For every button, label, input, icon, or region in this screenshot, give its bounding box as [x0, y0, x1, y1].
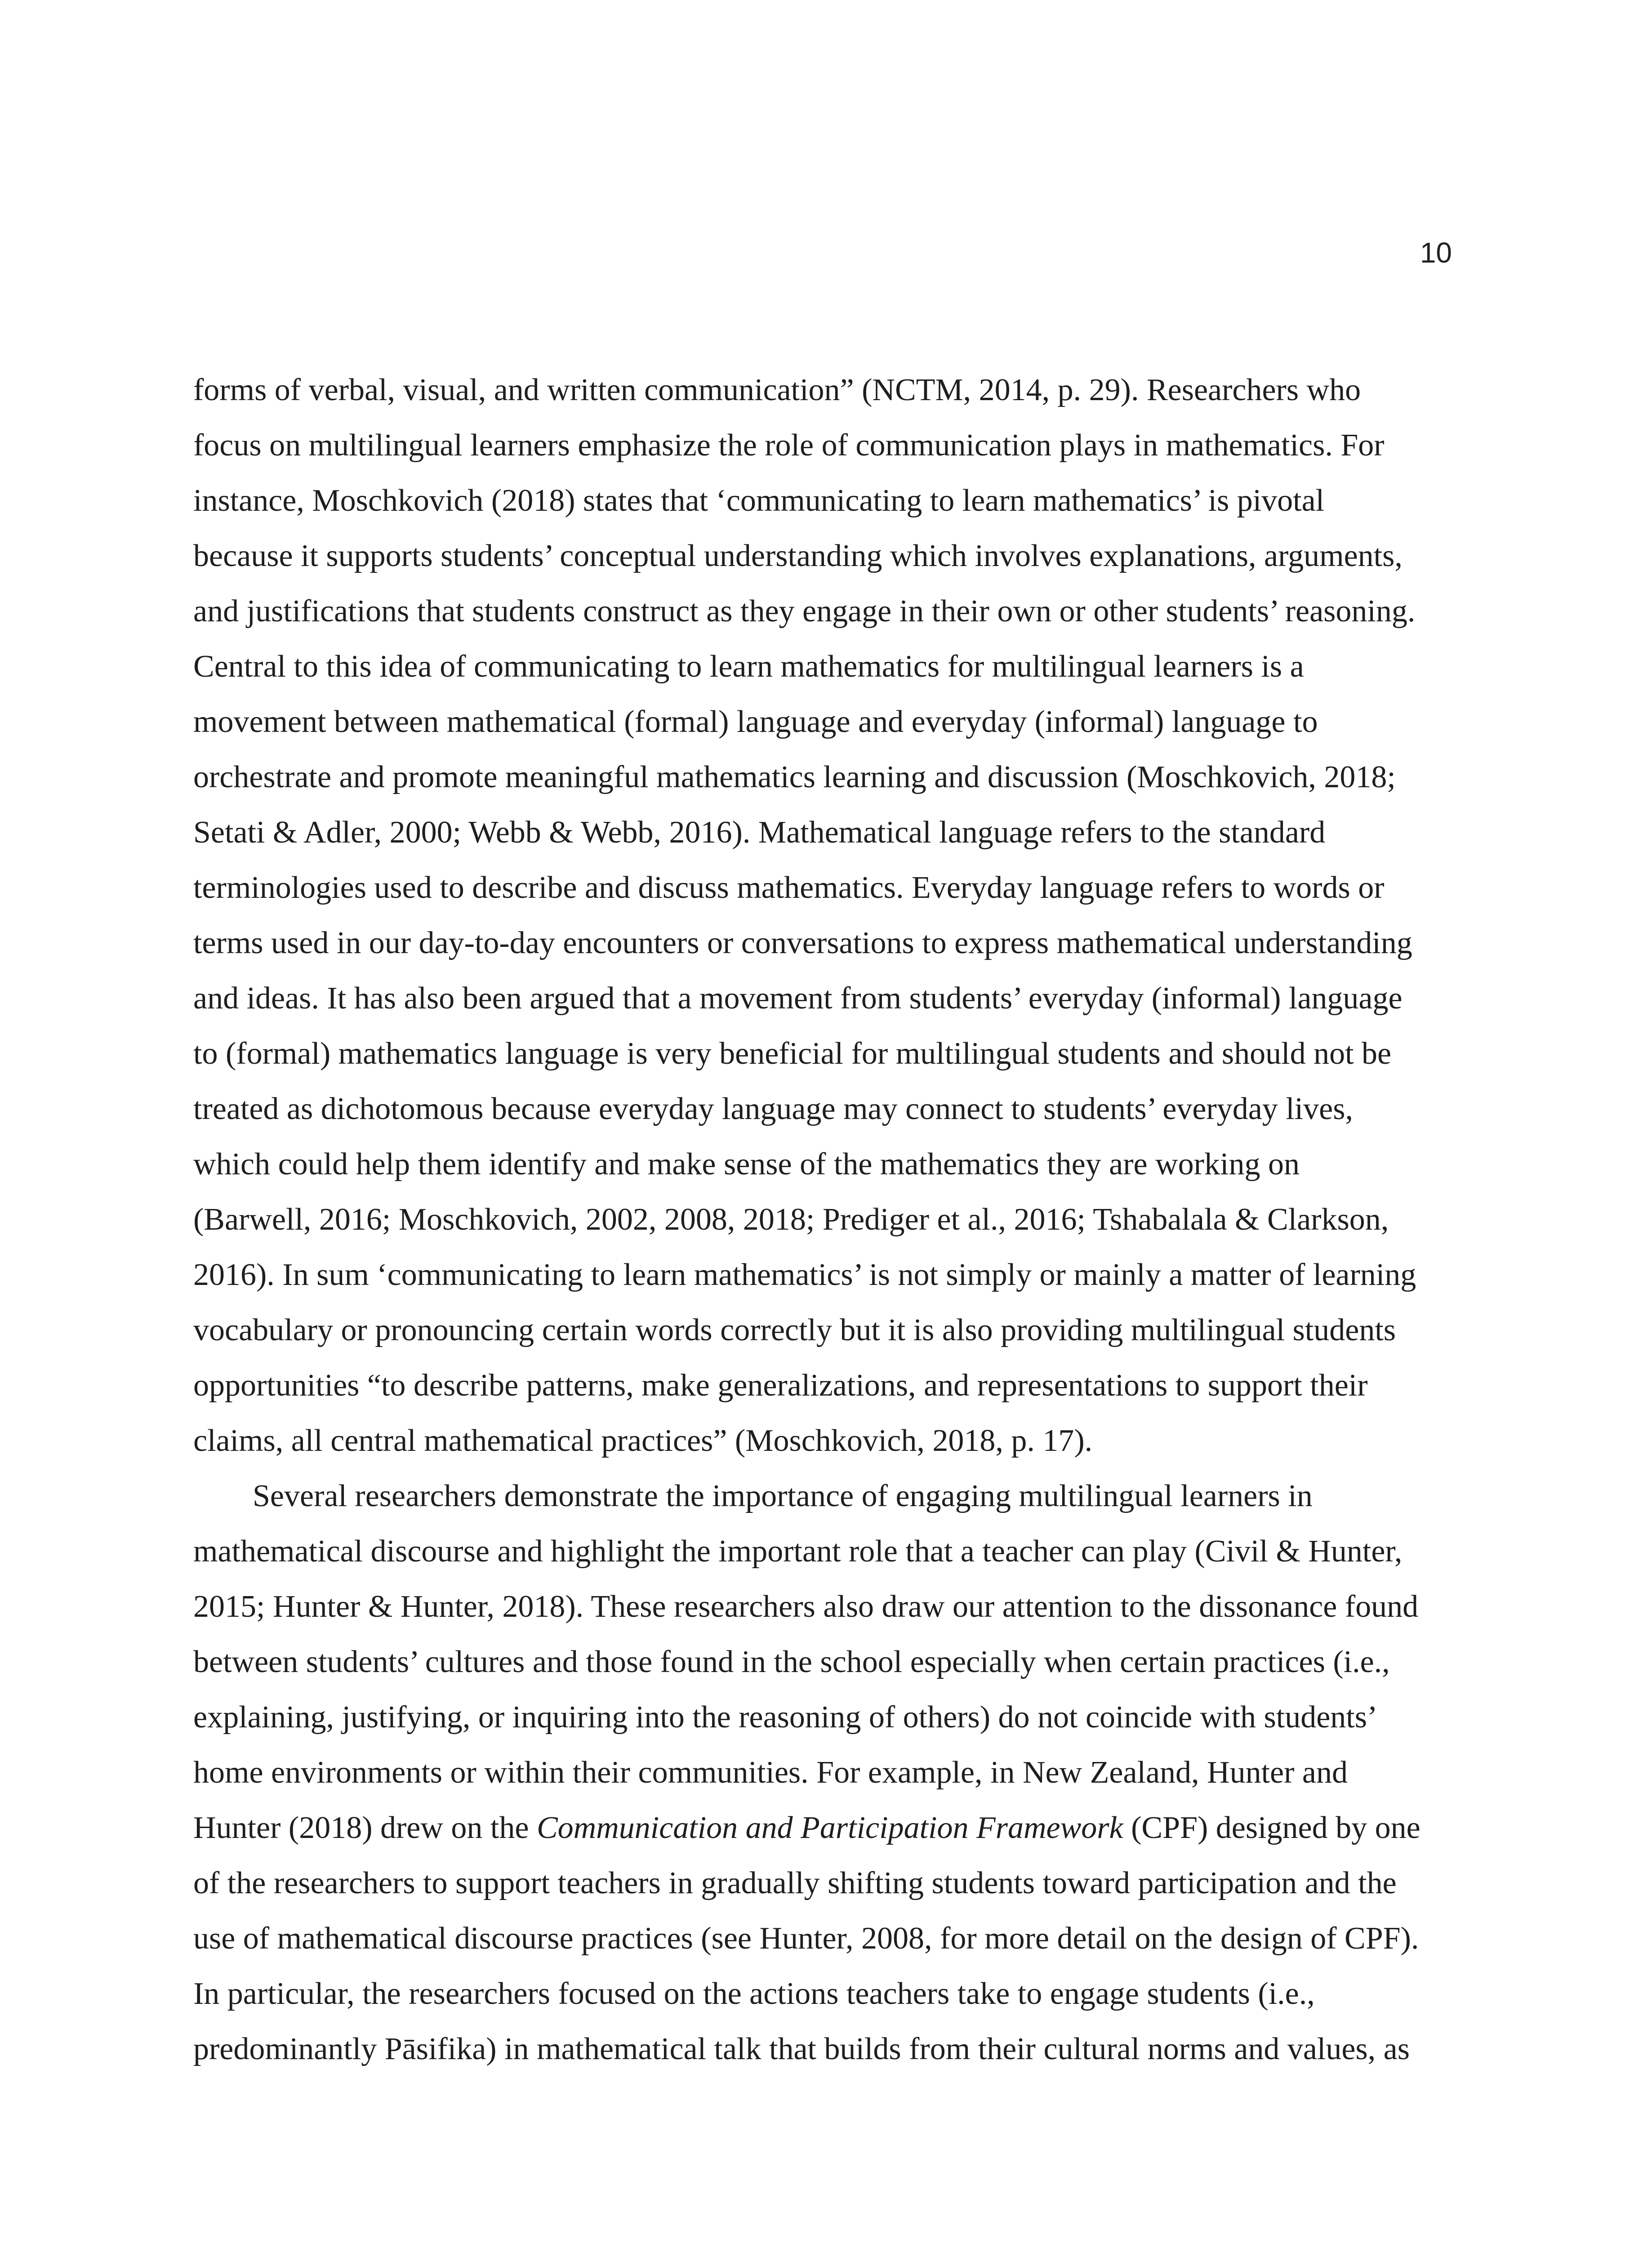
text-line: focus on multilingual learners emphasize the role of communication plays in mathematics. For — [193, 428, 1385, 463]
paragraph-2 — [193, 1468, 1459, 2077]
text-line: opportunities “to describe patterns, make generalizations, and representations to support their — [193, 1368, 1368, 1403]
text-line: use of mathematical discourse practices (see Hunter, 2008, for more detail on the design of CPF). — [193, 1921, 1419, 1956]
text-line: 2016). In sum ‘communicating to learn mathematics’ is not simply or mainly a matter of learning — [193, 1258, 1416, 1292]
text-line-cpf — [193, 1800, 1459, 1855]
paragraph-1 — [193, 362, 1459, 1468]
text-line: and ideas. It has also been argued that a movement from students’ everyday (informal) language — [193, 981, 1403, 1016]
text-line: treated as dichotomous because everyday language may connect to students’ everyday lives, — [193, 1092, 1353, 1126]
text-line: instance, Moschkovich (2018) states that ‘communicating to learn mathematics’ is pivotal — [193, 483, 1325, 518]
text-line: 2015; Hunter & Hunter, 2018). These researchers also draw our attention to the dissonance found — [193, 1589, 1419, 1624]
text-line: predominantly Pāsifika) in mathematical talk that builds from their cultural norms and values, as — [193, 2032, 1410, 2066]
text-line: vocabulary or pronouncing certain words correctly but it is also providing multilingual students — [193, 1313, 1396, 1347]
text-segment: Hunter (2018) drew on the — [193, 1811, 537, 1845]
text-line: home environments or within their communities. For example, in New Zealand, Hunter and — [193, 1755, 1348, 1790]
text-line: claims, all central mathematical practices” (Moschkovich, 2018, p. 17). — [193, 1423, 1093, 1458]
framework-title: Communication and Participation Framework — [536, 1811, 1123, 1845]
text-line: Several researchers demonstrate the importance of engaging multilingual learners in — [253, 1479, 1313, 1513]
text-line: of the researchers to support teachers in gradually shifting students toward participation and the — [193, 1866, 1397, 1900]
text-line: Setati & Adler, 2000; Webb & Webb, 2016). Mathematical language refers to the standard — [193, 815, 1326, 850]
text-line: between students’ cultures and those found in the school especially when certain practices (i.e., — [193, 1645, 1390, 1679]
text-line: mathematical discourse and highlight the important role that a teacher can play (Civil & Hunter, — [193, 1534, 1403, 1569]
text-line: orchestrate and promote meaningful mathematics learning and discussion (Moschkovich, 2018; — [193, 760, 1396, 794]
page-number: 10 — [1420, 236, 1452, 269]
text-line: because it supports students’ conceptual understanding which involves explanations, arguments, — [193, 539, 1403, 573]
text-line: which could help them identify and make sense of the mathematics they are working on — [193, 1147, 1300, 1182]
body-text — [193, 362, 1459, 2077]
text-line: In particular, the researchers focused on the actions teachers take to engage students (i.e., — [193, 1976, 1315, 2011]
text-line: terminologies used to describe and discuss mathematics. Everyday language refers to words or — [193, 870, 1385, 905]
text-line: forms of verbal, visual, and written communication” (NCTM, 2014, p. 29). Researchers who — [193, 373, 1361, 407]
text-line: and justifications that students construct as they engage in their own or other students’ reasoning. — [193, 594, 1416, 629]
text-line: to (formal) mathematics language is very beneficial for multilingual students and should not be — [193, 1036, 1392, 1071]
text-line: (Barwell, 2016; Moschkovich, 2002, 2008, 2018; Prediger et al., 2016; Tshabalala & Clarkson, — [193, 1202, 1389, 1237]
text-line: Central to this idea of communicating to learn mathematics for multilingual learners is a — [193, 649, 1304, 684]
text-line: movement between mathematical (formal) language and everyday (informal) language to — [193, 705, 1318, 739]
text-segment: (CPF) designed by one — [1123, 1811, 1420, 1845]
text-line: explaining, justifying, or inquiring into the reasoning of others) do not coincide with students’ — [193, 1700, 1378, 1735]
text-line: terms used in our day-to-day encounters or conversations to express mathematical understanding — [193, 926, 1412, 960]
